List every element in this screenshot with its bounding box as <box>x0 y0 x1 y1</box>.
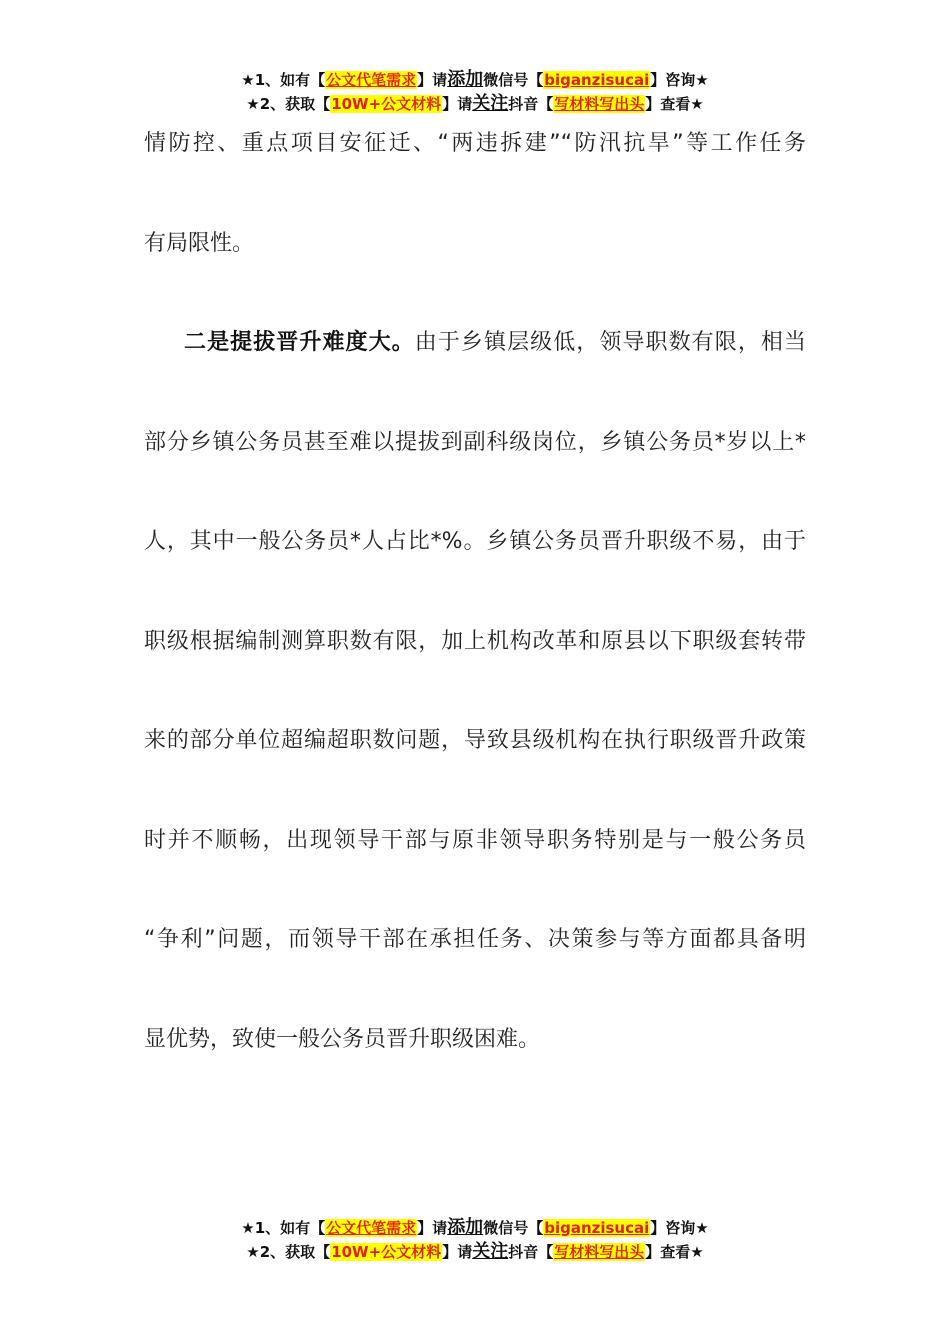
banner-text: 】查看★ <box>645 95 704 113</box>
body-line-10: 显优势，致使一般公务员晋升职级困难。 <box>144 1026 541 1052</box>
banner-text: 微信号【 <box>483 71 544 89</box>
banner-emphasis-add: 添加 <box>447 1217 484 1238</box>
banner-text: 】咨询★ <box>650 1219 709 1237</box>
banner-text: ★2、获取【 <box>246 1243 331 1261</box>
banner-text: 抖音【 <box>508 95 554 113</box>
body-line-6: 职级根据编制测算职数有限，加上机构改革和原县以下职级套转带 <box>144 628 806 654</box>
banner-highlight-service: 公文代笔需求 <box>326 1219 417 1237</box>
banner-line-2 <box>0 1240 950 1264</box>
footer-banner <box>0 1216 950 1264</box>
banner-highlight-materials: 10W+公文材料 <box>331 95 442 113</box>
banner-emphasis-follow: 关注 <box>472 1241 509 1262</box>
body-line-7: 来的部分单位超编超职数问题，导致县级机构在执行职级晋升政策 <box>144 728 806 753</box>
banner-line-1 <box>0 68 950 92</box>
banner-line-1 <box>0 1216 950 1240</box>
body-line-2: 有局限性。 <box>144 230 255 256</box>
banner-highlight-wechat-id: biganzisucai <box>544 1219 650 1237</box>
banner-text: 】请 <box>417 1219 448 1237</box>
body-line-5: 人，其中一般公务员*人占比*%。乡镇公务员晋升职级不易，由于 <box>144 529 806 554</box>
body-line-4: 部分乡镇公务员甚至难以提拔到副科级岗位，乡镇公务员*岁以上* <box>144 429 806 455</box>
banner-text: ★1、如有【 <box>241 71 326 89</box>
banner-text: 】请 <box>417 71 448 89</box>
banner-highlight-materials: 10W+公文材料 <box>331 1243 442 1261</box>
banner-highlight-douyin: 写材料写出头 <box>554 1243 645 1261</box>
body-line-3 <box>144 319 806 419</box>
banner-highlight-douyin: 写材料写出头 <box>554 95 645 113</box>
banner-emphasis-add: 添加 <box>447 69 484 90</box>
body-line-1: 情防控、重点项目安征迁、“两违拆建”“防汛抗旱”等工作任务 <box>144 131 806 156</box>
body-line-9: “争利”问题，而领导干部在承担任务、决策参与等方面都具备明 <box>144 927 806 952</box>
section-heading-promotion: 二是提拔晋升难度大。 <box>184 330 415 355</box>
banner-emphasis-follow: 关注 <box>472 93 509 114</box>
body-text: 由于乡镇层级低，领导职数有限，相当 <box>414 330 806 355</box>
banner-text: ★1、如有【 <box>241 1219 326 1237</box>
banner-text: 】请 <box>442 1243 473 1261</box>
banner-line-2 <box>0 92 950 116</box>
banner-text: 】请 <box>442 95 473 113</box>
header-banner <box>0 68 950 116</box>
banner-text: 微信号【 <box>483 1219 544 1237</box>
banner-highlight-wechat-id: biganzisucai <box>544 71 650 89</box>
banner-highlight-service: 公文代笔需求 <box>326 71 417 89</box>
banner-text: 】咨询★ <box>650 71 709 89</box>
banner-text: 】查看★ <box>645 1243 704 1261</box>
body-line-8: 时并不顺畅，出现领导干部与原非领导职务特别是与一般公务员 <box>144 827 806 853</box>
banner-text: ★2、获取【 <box>246 95 331 113</box>
banner-text: 抖音【 <box>508 1243 554 1261</box>
document-body <box>144 120 806 1115</box>
